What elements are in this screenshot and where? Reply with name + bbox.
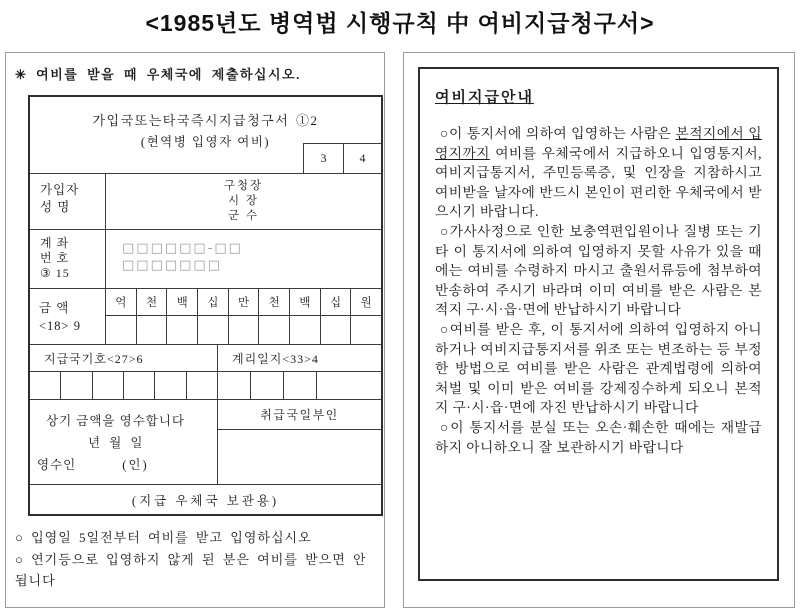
code-blank-cell — [92, 372, 123, 399]
amount-blank-cell — [320, 316, 351, 344]
guide-paragraph-3: ○여비를 받은 후, 이 통지서에 의하여 입영하지 아니하거나 여비지급통지서를 위조 또는 변조하는 등 부정한 방법으로 여비를 받은 사람은 관계법령에 의하여 처벌 및 이미 받은 여비를 강제징수하게 되오니 본적지 구·시·읍·면에 자진 반납하시기 바랍니다 — [435, 321, 762, 416]
account-number-row — [30, 229, 381, 288]
receipt-statement: 상기 금액을 영수합니다 — [46, 414, 186, 428]
stamp-blank-area — [218, 430, 381, 484]
form-title: 가입국또는타국즉시지급청구서 ①2 — [92, 113, 319, 128]
form-corner-code-boxes — [303, 143, 381, 173]
payment-request-form-table — [28, 95, 383, 516]
amount-blank-cell — [136, 316, 167, 344]
amount-digit-blank-cells — [106, 316, 381, 344]
subscriber-name-row — [30, 173, 381, 229]
digit-header: 천 — [136, 289, 167, 315]
payment-guide-box — [418, 67, 779, 581]
subscriber-name-label: 가입자 성 명 — [40, 183, 80, 214]
subscriber-name-value: 구청장 시 장 군 수 — [105, 174, 381, 229]
amount-blank-cell — [166, 316, 197, 344]
corner-code-box-4: 4 — [343, 143, 381, 173]
amount-blank-cell — [350, 316, 381, 344]
amount-digit-grid — [105, 289, 381, 344]
seal-placeholder: (인) — [122, 458, 149, 472]
receipt-date-line: 년 월 일 — [88, 436, 146, 450]
account-number-boxes — [105, 230, 381, 288]
document-title: <1985년도 병역법 시행규칙 中 여비지급청구서> — [145, 10, 655, 36]
amount-row — [30, 288, 381, 344]
receipt-row — [30, 399, 381, 484]
receipt-statement-cell — [30, 400, 217, 484]
code-blank-cell — [250, 372, 283, 399]
guide-paragraph-2: ○가사사정으로 인한 보충역편입원이나 질병 또는 기타 이 통지서에 의하여 입영하지 못할 사유가 있을 때에는 여비를 수령하지 마시고 출원서류등에 첨부하여 반송하여 주시기 바라며 이미 여비를 받은 사람은 본적지 구·시·읍·면에 반납하시기 바랍니다 — [435, 223, 762, 318]
amount-label: 금 액 <18> 9 — [39, 301, 81, 333]
form-header-row — [30, 97, 381, 173]
paying-office-code-cells — [30, 372, 217, 399]
office-code-blank-cells-row — [30, 371, 381, 399]
code-blank-cell — [316, 372, 381, 399]
footnote-1: ○ 입영일 5일전부터 여비를 받고 입영하십시오 — [15, 530, 312, 545]
guide-paragraph-1: ○이 통지서에 의하여 입영하는 사람은 본적지에서 입영지까지 여비를 우체국에서 지급하오니 입영통지서, 여비지급통지서, 주민등록증, 및 인장을 지참하시고 여비받을 날자에 반드시 본인이 편리한 우체국에서 받으시기 바랍니다. — [435, 126, 762, 220]
receipt-signer-line — [30, 455, 217, 473]
code-blank-cell — [123, 372, 154, 399]
payment-guide-panel — [403, 52, 795, 608]
code-blank-cell — [154, 372, 185, 399]
receipt-signer-label: 영수인 — [37, 458, 77, 472]
account-boxes-line1: □□□□□□-□□ — [122, 241, 243, 256]
amount-blank-cell — [197, 316, 228, 344]
amount-digit-headers — [106, 289, 381, 316]
account-number-label: 계 좌 번 호 ③ 15 — [40, 236, 70, 280]
keep-copy-row: (지급 우체국 보관용) — [30, 484, 381, 514]
code-blank-cell — [283, 372, 316, 399]
digit-header: 십 — [320, 289, 351, 315]
form-subtitle: (현역병 입영자 여비) — [140, 135, 271, 149]
code-blank-cell — [218, 372, 250, 399]
amount-blank-cell — [228, 316, 259, 344]
request-form-panel — [5, 52, 385, 608]
corner-code-box-3: 3 — [303, 143, 343, 173]
form-footnotes — [15, 527, 379, 592]
handling-office-stamp-cell — [217, 400, 381, 484]
footnote-2: ○ 연기등으로 입영하지 않게 된 분은 여비를 받으면 안됩니다 — [15, 552, 367, 588]
submit-note: ✳ 여비를 받을 때 우체국에 제출하십시오. — [15, 67, 301, 82]
digit-header: 천 — [258, 289, 289, 315]
digit-header: 십 — [197, 289, 228, 315]
digit-header: 백 — [289, 289, 320, 315]
payment-guide-heading: 여비지급안내 — [435, 90, 534, 106]
digit-header: 원 — [350, 289, 381, 315]
account-boxes-line2: □□□□□□□ — [122, 258, 222, 273]
office-code-row — [30, 344, 381, 371]
code-blank-cell — [186, 372, 217, 399]
digit-header: 백 — [166, 289, 197, 315]
guide-paragraph-4: ○이 통지서를 분실 또는 오손·훼손한 때에는 재발급하지 아니하오니 잘 보관하시기 바랍니다 — [435, 419, 762, 455]
amount-blank-cell — [258, 316, 289, 344]
ledger-date-cells — [217, 372, 381, 399]
ledger-date-label: 계리일지<33>4 — [217, 345, 381, 371]
code-blank-cell — [30, 372, 60, 399]
digit-header: 만 — [228, 289, 259, 315]
amount-blank-cell — [289, 316, 320, 344]
digit-header: 억 — [115, 297, 127, 309]
handling-office-stamp-label: 취급국일부인 — [218, 400, 381, 430]
code-blank-cell — [60, 372, 91, 399]
amount-blank-cell — [106, 316, 136, 344]
underlined-phrase: 본적지에서 입영지까지 — [435, 126, 762, 161]
paying-office-code-label: 지급국기호<27>6 — [44, 351, 144, 366]
